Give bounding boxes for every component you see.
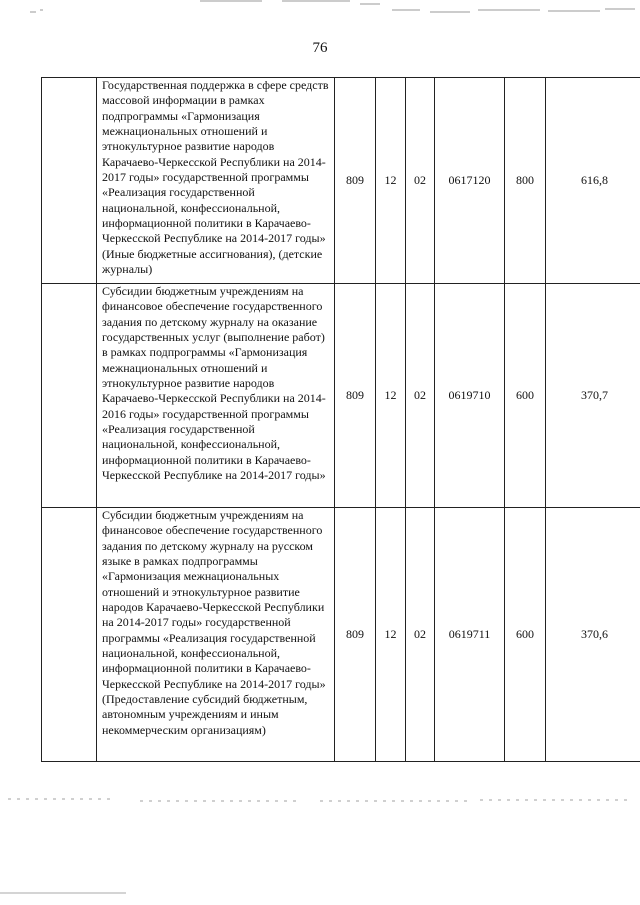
table-cell-sum: 370,6 — [546, 508, 640, 762]
table-row — [42, 78, 640, 284]
table-cell-subsection: 02 — [406, 284, 435, 508]
table-cell-section: 12 — [376, 284, 406, 508]
table-cell-subsection: 02 — [406, 78, 435, 284]
table-cell-kind: 800 — [505, 78, 546, 284]
page-number: 76 — [312, 40, 328, 56]
table-cell-kind: 600 — [505, 284, 546, 508]
table-cell-name: Субсидии бюджетным учреждениям на финансовое обеспечение государственного задания по детскому журналу на русском языке в рамках подпрограммы «Гармонизация межнациональных отношений и этнокультурное развитие народов Карачаево-Черкесской Республики на 2014-2017 годы» государственной программы «Реализация государственной национальной, конфессиональной, информационной политики в Карачаево-Черкесской Республике на 2014-2017 годы» (Предоставление субсидий бюджетным, автономным учреждениям и иным некоммерческим организациям) — [97, 508, 335, 762]
table-cell-blank — [42, 78, 97, 284]
table-cell-admin: 809 — [335, 284, 376, 508]
table-cell-sum: 370,7 — [546, 284, 640, 508]
table-row — [42, 508, 640, 762]
table-cell-section: 12 — [376, 78, 406, 284]
table-cell-name: Государственная поддержка в сфере средств массовой информации в рамках подпрограммы «Гармонизация межнациональных отношений и этнокультурное развитие народов Карачаево-Черкесской Республики на 2014-2017 годы» государственной программы «Реализация государственной национальной, конфессиональной, информационной политики в Карачаево-Черкесской Республике на 2014-2017 годы» (Иные бюджетные ассигнования), (детские журналы) — [97, 78, 335, 284]
table-cell-blank — [42, 508, 97, 762]
scan-artifact-bottom-edge — [0, 888, 640, 898]
table-cell-blank — [42, 284, 97, 508]
table-cell-subsection: 02 — [406, 508, 435, 762]
table-cell-name: Субсидии бюджетным учреждениям на финансовое обеспечение государственного задания по детскому журналу на оказание государственных услуг (выполнение работ) в рамках подпрограммы «Гармонизация межнациональных отношений и этнокультурное развитие народов Карачаево-Черкесской Республики на 2014-2016 годы» государственной программы «Реализация государственной национальной, конфессиональной, информационной политики в Карачаево-Черкесской Республике на 2014-2017 годы» — [97, 284, 335, 508]
table-cell-item: 0619710 — [435, 284, 505, 508]
scan-artifact-bottom — [0, 795, 640, 807]
table-cell-sum: 616,8 — [546, 78, 640, 284]
table-cell-section: 12 — [376, 508, 406, 762]
table-cell-admin: 809 — [335, 508, 376, 762]
budget-table — [41, 77, 640, 762]
table-cell-item: 0619711 — [435, 508, 505, 762]
table-cell-admin: 809 — [335, 78, 376, 284]
scan-artifact-top — [0, 0, 640, 18]
table-row — [42, 284, 640, 508]
table-cell-kind: 600 — [505, 508, 546, 762]
table-cell-item: 0617120 — [435, 78, 505, 284]
